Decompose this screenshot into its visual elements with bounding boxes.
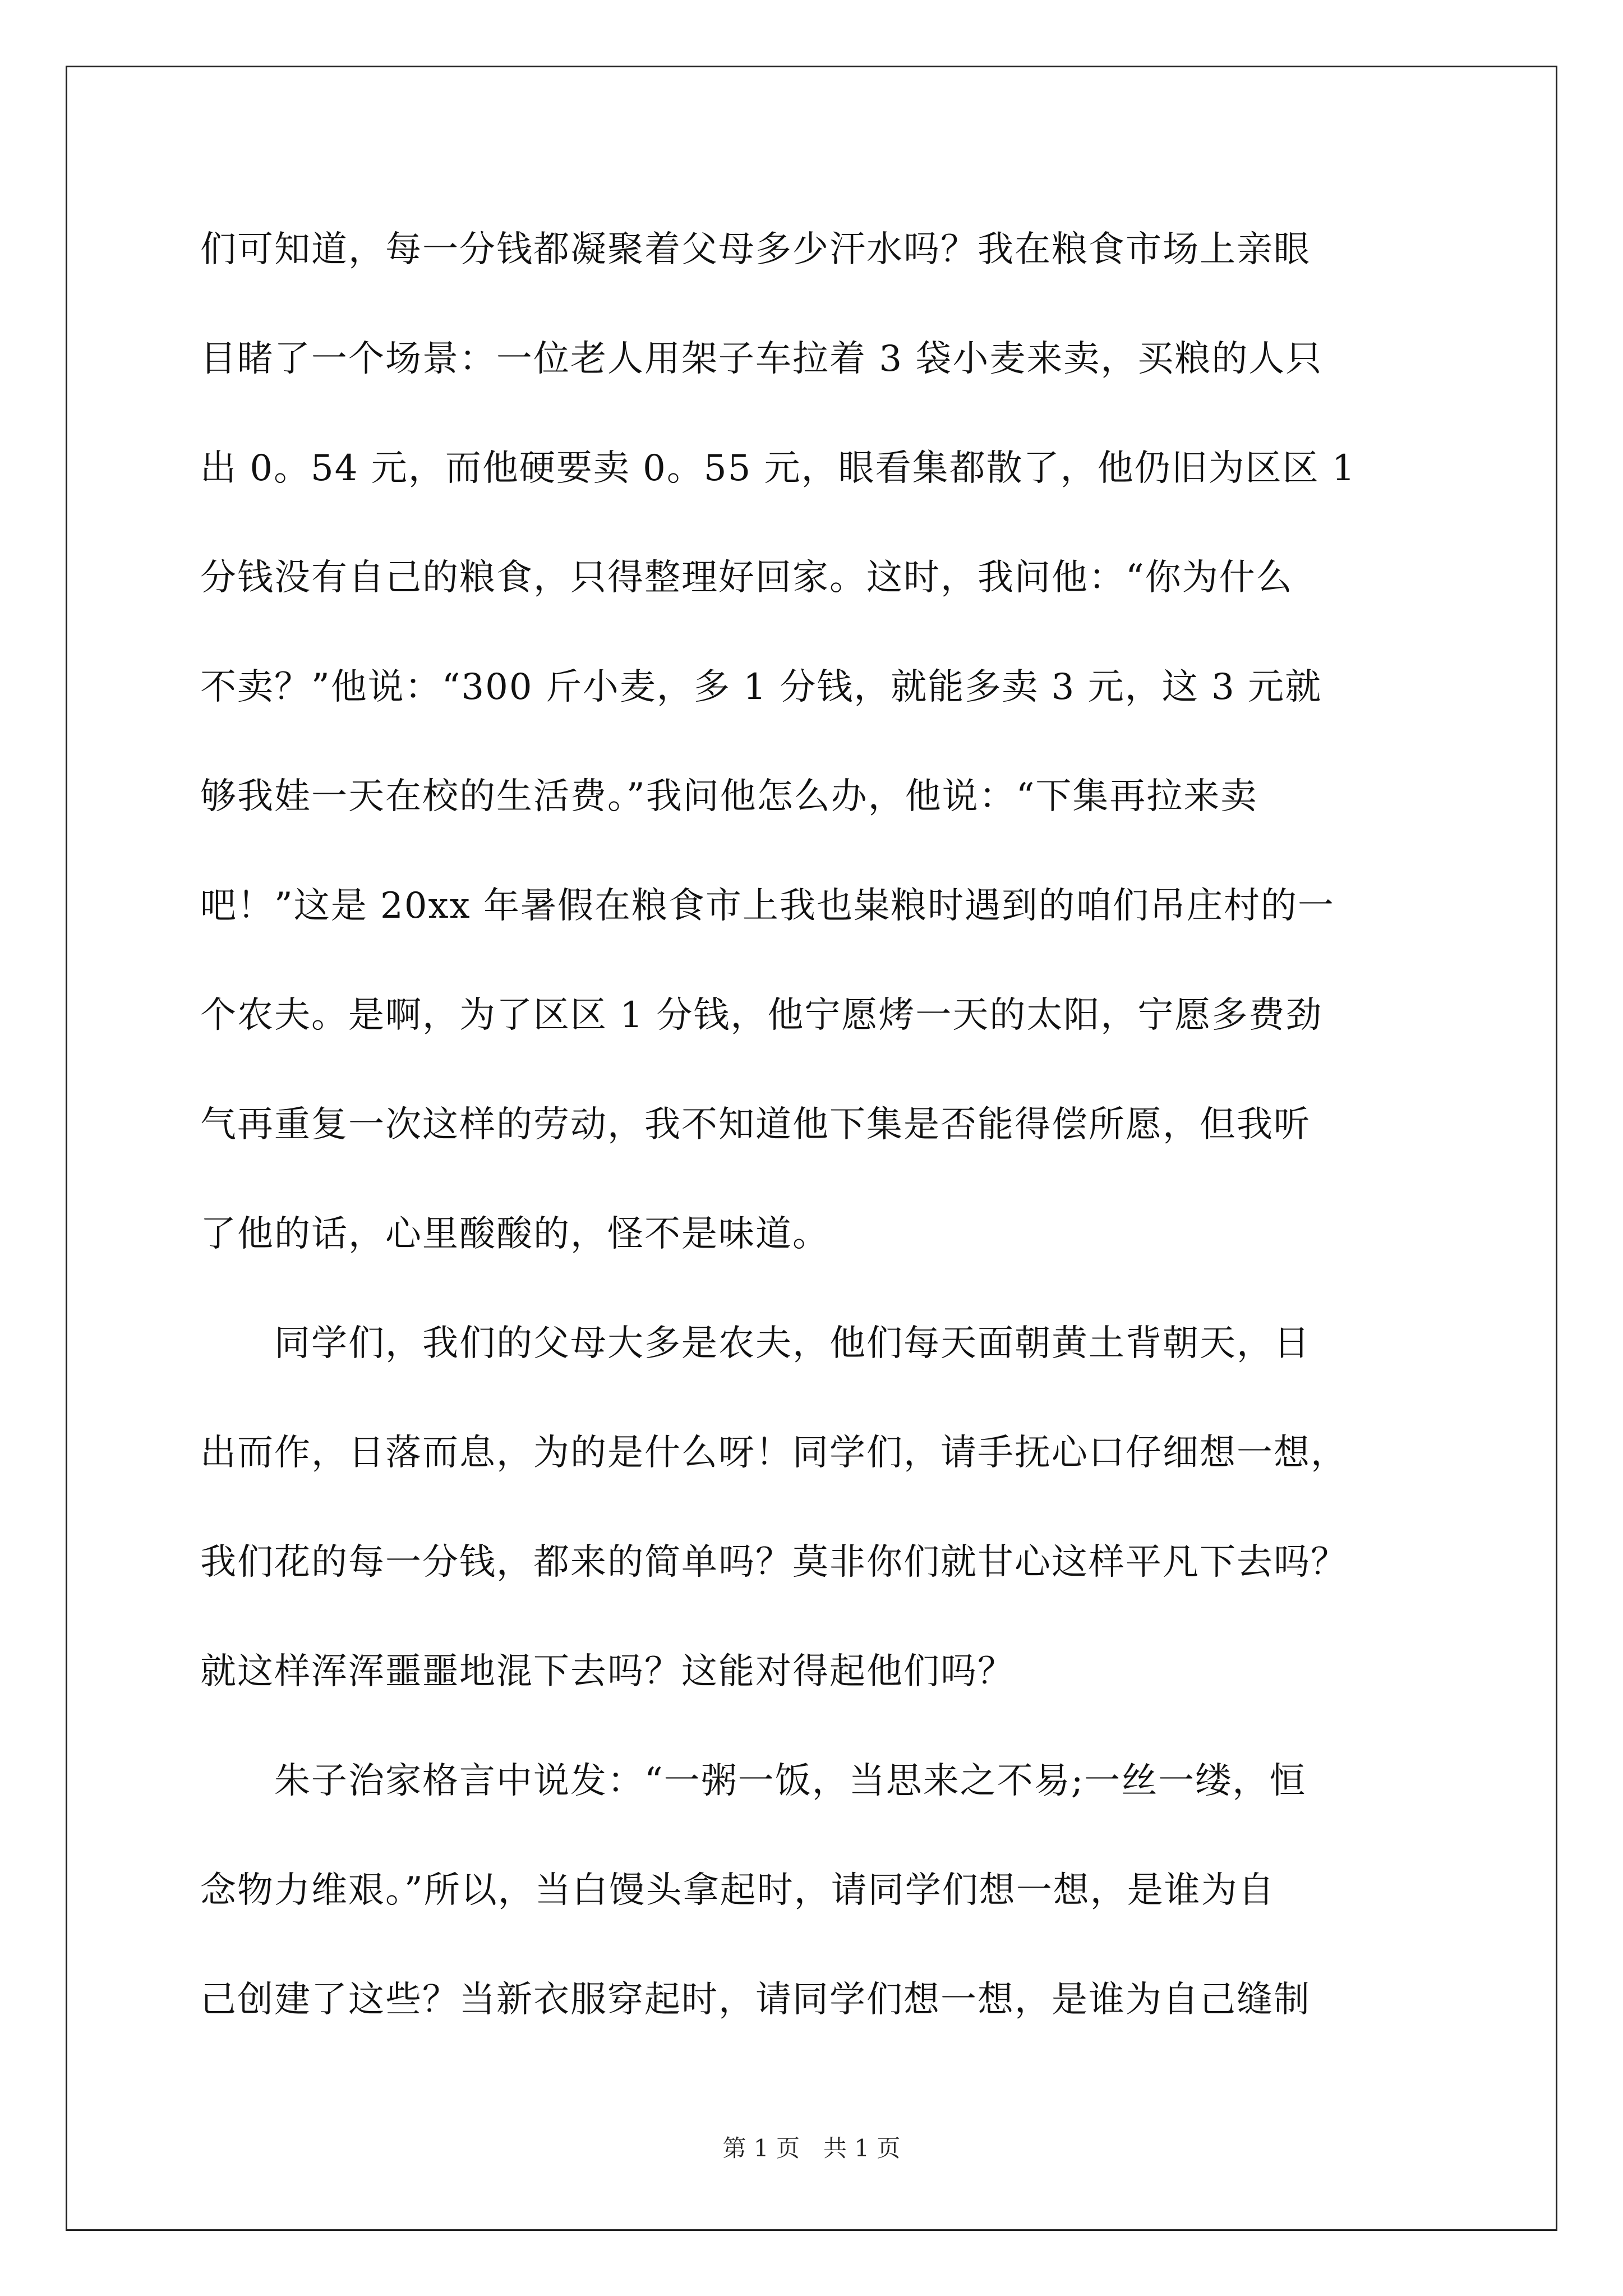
text-line: 同学们，我们的父母大多是农夫，他们每天面朝黄土背朝天，日 — [200, 1323, 1311, 1364]
text-line: 个农夫。是啊，为了区区 1 分钱，他宁愿烤一天的太阳，宁愿多费劲 — [200, 995, 1323, 1036]
text-line: 朱子治家格言中说发：“一粥一饭，当思来之不易;一丝一缕，恒 — [200, 1760, 1307, 1802]
text-line: 就这样浑浑噩噩地混下去吗？这能对得起他们吗？ — [200, 1651, 1015, 1692]
text-line: 出 0。54 元，而他硬要卖 0。55 元，眼看集都散了，他仍旧为区区 1 — [200, 448, 1356, 489]
text-line: 念物力维艰。”所以，当白馒头拿起时，请同学们想一想，是谁为自 — [200, 1870, 1275, 1911]
text-line: 目睹了一个场景：一位老人用架子车拉着 3 袋小麦来卖，买粮的人只 — [200, 338, 1323, 380]
text-line: 出而作，日落而息，为的是什么呀！同学们，请手抚心口仔细想一想， — [200, 1432, 1348, 1474]
text-line: 了他的话，心里酸酸的，怪不是味道。 — [200, 1213, 829, 1255]
page-footer: 第 1 页 共 1 页 — [722, 2134, 901, 2162]
text-line: 分钱没有自己的粮食，只得整理好回家。这时，我问他：“你为什么 — [200, 557, 1293, 599]
text-line: 不卖？”他说：“300 斤小麦，多 1 分钱，就能多卖 3 元，这 3 元就 — [200, 666, 1322, 708]
text-line: 我们花的每一分钱，都来的简单吗？莫非你们就甘心这样平凡下去吗？ — [200, 1542, 1348, 1583]
document-body — [200, 222, 1468, 2081]
text-line: 够我娃一天在校的生活费。”我问他怎么办，他说：“下集再拉来卖 — [200, 776, 1258, 817]
text-line: 己创建了这些？当新衣服穿起时，请同学们想一想，是谁为自己缝制 — [200, 1979, 1311, 2021]
text-line: 吧！”这是 20xx 年暑假在粮食市上我也粜粮时遇到的咱们吊庄村的一 — [200, 885, 1335, 927]
text-line: 气再重复一次这样的劳动，我不知道他下集是否能得偿所愿，但我听 — [200, 1104, 1311, 1145]
text-line: 们可知道，每一分钱都凝聚着父母多少汗水吗？我在粮食市场上亲眼 — [200, 229, 1311, 270]
